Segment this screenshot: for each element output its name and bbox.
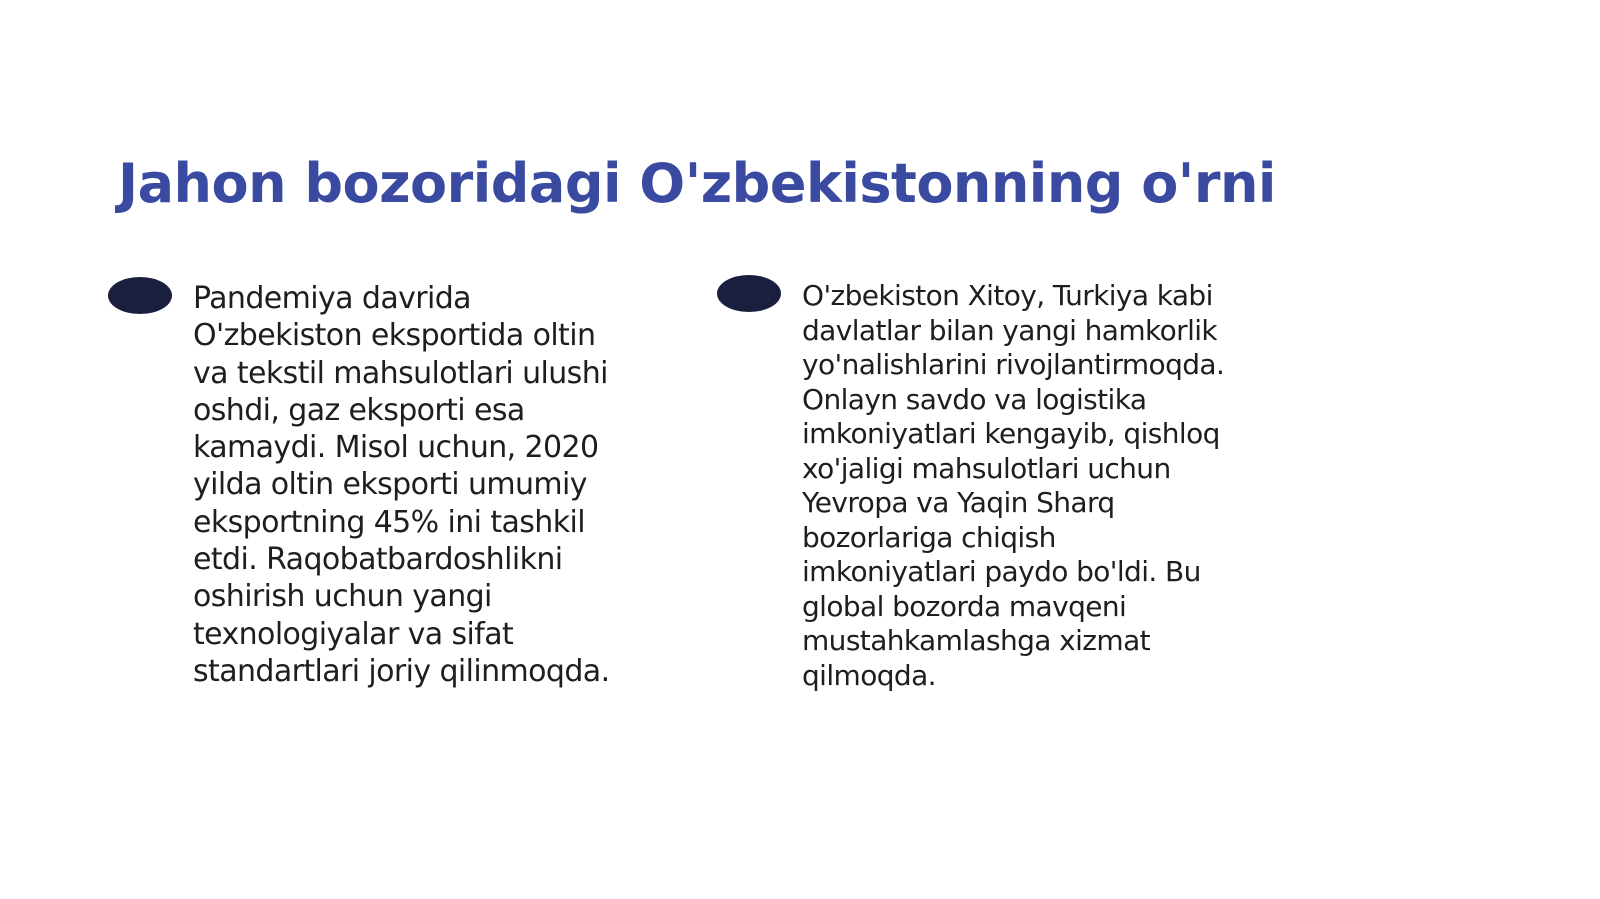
bullet-point-text: O'zbekiston Xitoy, Turkiya kabi davlatlar bilan yangi hamkorlik yo'nalishlarini rivojlantirmoqda. Onlayn savdo va logistika imkoniyatlari kengayib, qishloq xo'jaligi mahsulotlari uchun Yevropa va Yaqin Sharq bozorlariga chiqish imkoniyatlari paydo bo'ldi. Bu global bozorda mavqeni mustahkamlashga xizmat qilmoqda. — [802, 279, 1225, 692]
bullet-icon — [108, 277, 172, 314]
bullet-icon — [717, 275, 781, 312]
bullet-point-text: Pandemiya davrida O'zbekiston eksportida oltin va tekstil mahsulotlari ulushi oshdi, gaz eksporti esa kamaydi. Misol uchun, 2020 yilda oltin eksporti umumiy eksportning 45% ini tashkil etdi. Raqobatbardoshlikni oshirish uchun yangi texnologiyalar va sifat standartlari joriy qilinmoqda. — [193, 281, 610, 689]
slide-title: Jahon bozoridagi O'zbekistonning o'rni — [118, 152, 1276, 215]
